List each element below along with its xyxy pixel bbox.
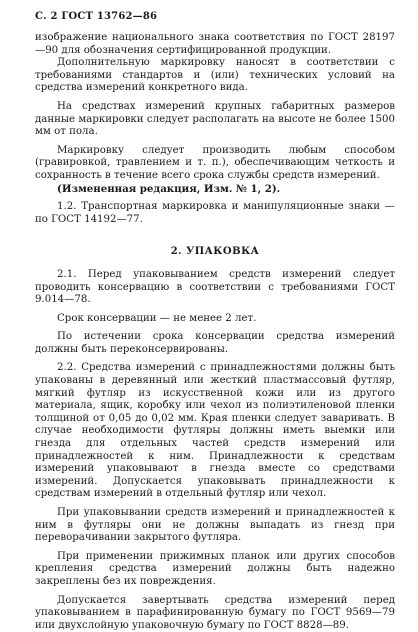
paragraph-transport-marking: 1.2. Транспортная маркировка и манипуляционные знаки — по ГОСТ 14192—77. — [35, 201, 395, 225]
section-title: 2. УПАКОВКА — [170, 246, 260, 258]
edition-note: (Измененная редакция, Изм. № 1, 2). — [57, 182, 281, 195]
paragraph-reconservation: По истечении срока консервации средства измерений должны быть переконсервированы. — [35, 331, 395, 355]
paragraph-large-instruments: На средствах измерений крупных габаритных размеров данные маркировки следует располагать на высоте не более 1500 мм от пола. — [35, 100, 395, 138]
paragraph-marking-method: Маркировку следует производить любым способом (гравировкой, травлением и т. п.), обеспечивающим четкость и сохранность в течение всего срока службы средств измерений. — [35, 144, 395, 181]
paragraph-additional-marking: Дополнительную маркировку наносят в соответствии с требованиями стандартов и (или) технических условий на средства измерений конкретного вида. — [35, 57, 395, 94]
document-body — [35, 32, 395, 632]
paragraph-clamping: При применении прижимных планок или других способов крепления средства измерений должны быть надежно закреплены без их повреждения. — [35, 550, 395, 587]
paragraph-conservation: 2.1. Перед упаковыванием средств измерений следует проводить консервацию в соответствии с требованиями ГОСТ 9.014—78. — [35, 268, 395, 306]
paragraph-conservation-term: Срок консервации — не менее 2 лет. — [57, 312, 257, 324]
paragraph-wrapping: Допускается завертывать средства измерений перед упаковыванием в парафинированную бумагу по ГОСТ 9569—79 или двухслойную упаковочную бумагу по ГОСТ 8828—89. — [35, 594, 395, 631]
page-header: С. 2 ГОСТ 13762—86 — [35, 11, 158, 22]
paragraph-national-mark: изображение национального знака соответствия по ГОСТ 28197—90 для обозначения сертифицированной продукции. — [35, 32, 395, 56]
paragraph-packaging: 2.2. Средства измерений с принадлежностями должны быть упакованы в деревянный или жесткий пластмассовый футляр, мягкий футляр из искусственной кожи или из другого материала, ящик, коробку или чехол из полиэтиленовой пленки толщиной от 0,05 до 0,02 мм. Края пленки следует заваривать. В случае необходимости футляры должны иметь выемки или гнезда для отдельных частей средств измерений или принадлежностей к ним. Принадлежности к средствам измерений упаковывают в гнезда вместе со средствами измерений. Допускается упаковывать принадлежности к средствам измерений в отдельный футляр или чехол. — [35, 362, 395, 500]
paragraph-case-nests: При упаковывании средств измерений и принадлежностей к ним в футляры они не должны выпадать из гнезд при переворачивании закрытого футляра. — [35, 507, 395, 544]
